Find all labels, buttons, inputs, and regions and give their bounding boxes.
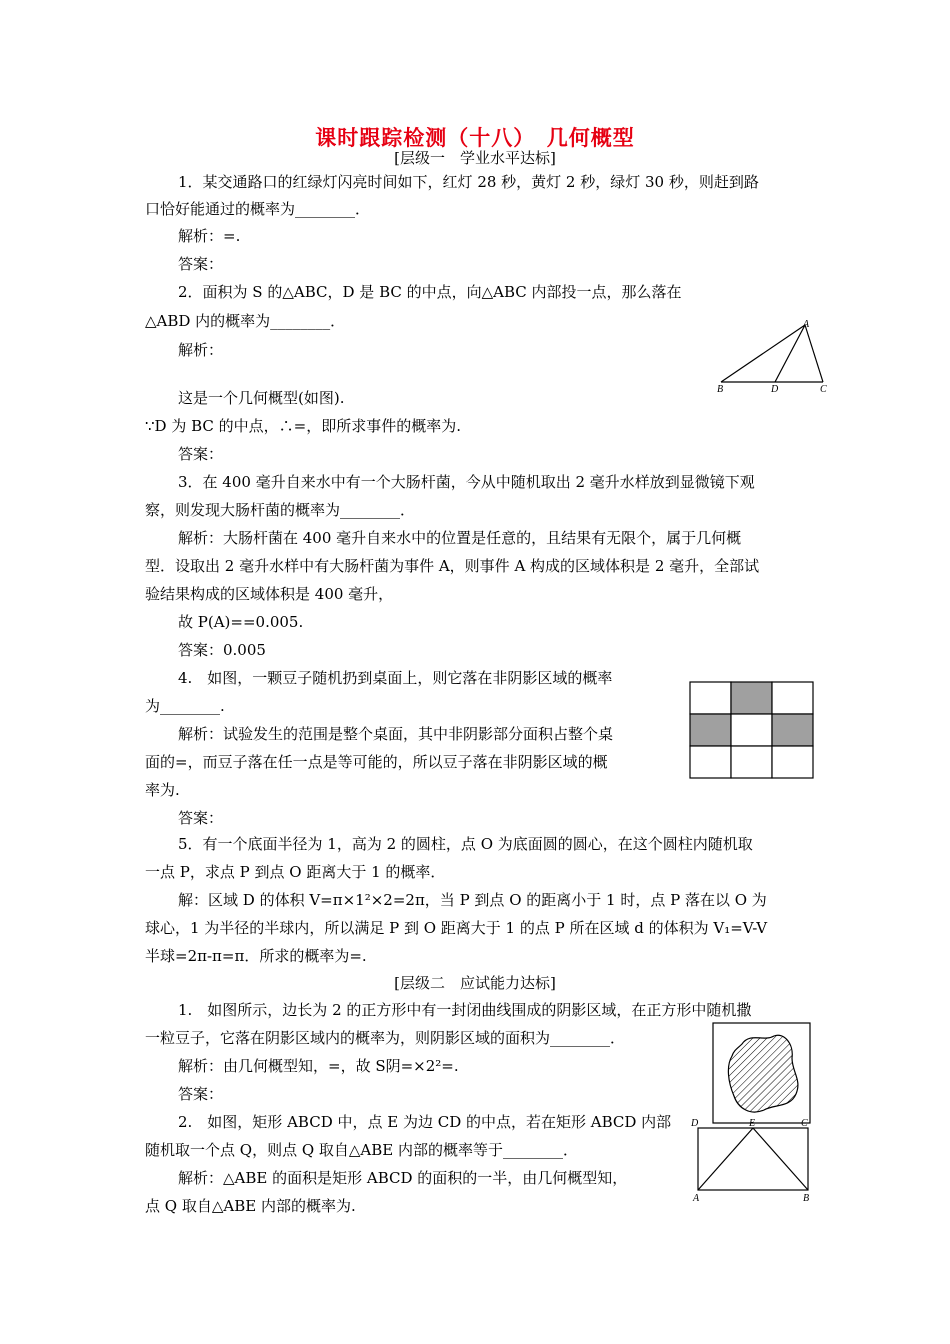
q2-line2: △ABD 内的概率为________． (145, 312, 346, 330)
b1-analysis: 解析：由几何概型知，=，故 S阴=×2²=. (178, 1057, 459, 1075)
label-c: C (801, 1118, 808, 1129)
label-d: D (691, 1118, 699, 1129)
level1-header: [层级一 学业水平达标] (394, 149, 556, 167)
q4-analysis-line1: 解析：试验发生的范围是整个桌面，其中非阴影部分面积占整个桌 (178, 725, 614, 743)
grid-cell-shaded (690, 714, 731, 746)
q3-answer: 答案：0.005 (178, 641, 266, 659)
b2-line1: 2. 如图，矩形 ABCD 中，点 E 为边 CD 的中点，若在矩形 ABCD 内部 (178, 1113, 672, 1131)
q1-analysis: 解析：=. (178, 227, 241, 245)
q5-solution-line2: 球心，1 为半径的半球内，所以满足 P 到 O 距离大于 1 的点 P 所在区域 d 的体积为 V₁=V-V (145, 919, 768, 937)
b2-analysis-line2: 点 Q 取自△ABE 内部的概率为. (145, 1197, 356, 1215)
b1-line1: 1. 如图所示，边长为 2 的正方形中有一封闭曲线围成的阴影区域，在正方形中随机撒 (178, 1001, 752, 1019)
shaded-square-figure (712, 1022, 812, 1124)
grid-cell (731, 714, 772, 746)
grid-cell (772, 682, 813, 714)
q4-analysis-line2: 面的=，而豆子落在任一点是等可能的，所以豆子落在非阴影区域的概 (145, 753, 608, 771)
grid-cell (772, 746, 813, 778)
rectangle-figure (688, 1112, 816, 1204)
q2-answer: 答案： (178, 445, 224, 463)
grid-cell-shaded (772, 714, 813, 746)
grid-cell (690, 746, 731, 778)
level2-header: [层级二 应试能力达标] (394, 974, 556, 992)
q5-line1: 5．有一个底面半径为 1，高为 2 的圆柱，点 O 为底面圆的圆心，在这个圆柱内随机取 (178, 835, 753, 853)
q4-line2: 为________. (145, 697, 225, 715)
grid-cell (731, 746, 772, 778)
q4-analysis-line3: 率为. (145, 781, 180, 799)
q1-answer: 答案： (178, 255, 224, 273)
q2-analysis-line1: 这是一个几何概型(如图). (178, 389, 345, 407)
q3-analysis-line2: 型．设取出 2 毫升水样中有大肠杆菌为事件 A，则事件 A 构成的区域体积是 2 毫升，全部试 (145, 557, 760, 575)
b1-answer: 答案： (178, 1085, 224, 1103)
triangle-figure (712, 316, 837, 396)
b1-line2: 一粒豆子，它落在阴影区域内的概率为，则阴影区域的面积为________． (145, 1029, 626, 1047)
q5-solution-line3: 半球=2π-π=π．所求的概率为=. (145, 947, 367, 965)
q3-analysis-line1: 解析：大肠杆菌在 400 毫升自来水中的位置是任意的，且结果有无限个，属于几何概 (178, 529, 742, 547)
label-d: D (771, 384, 779, 395)
q4-line1: 4. 如图，一颗豆子随机扔到桌面上，则它落在非阴影区域的概率 (178, 669, 613, 687)
grid-cell-shaded (731, 682, 772, 714)
page-title: 课时跟踪检测（十八） 几何概型 (315, 126, 635, 150)
q1-line2: 口恰好能通过的概率为________． (145, 200, 371, 218)
q2-analysis-line2: ∵D 为 BC 的中点，∴=，即所求事件的概率为. (145, 417, 461, 435)
q2-line1: 2．面积为 S 的△ABC，D 是 BC 的中点，向△ABC 内部投一点，那么落在 (178, 283, 682, 301)
label-a: A (693, 1193, 700, 1204)
q1-line1: 1．某交通路口的红绿灯闪亮时间如下，红灯 28 秒，黄灯 2 秒，绿灯 30 秒，则赶到路 (178, 173, 759, 191)
q4-answer: 答案： (178, 809, 224, 827)
label-a: A (803, 319, 810, 330)
label-b: B (803, 1193, 810, 1204)
q2-analysis: 解析： (178, 341, 224, 359)
q5-solution-line1: 解：区域 D 的体积 V=π×1²×2=2π，当 P 到点 O 的距离小于 1 时，点 P 落在以 O 为 (178, 891, 767, 909)
label-e: E (749, 1118, 756, 1129)
q3-analysis-line4: 故 P(A)==0.005. (178, 613, 304, 631)
q3-line1: 3．在 400 毫升自来水中有一个大肠杆菌，今从中随机取出 2 毫升水样放到显微镜下观 (178, 473, 755, 491)
q3-analysis-line3: 验结果构成的区域体积是 400 毫升， (145, 585, 394, 603)
label-c: C (820, 384, 827, 395)
label-b: B (717, 384, 724, 395)
grid-figure (688, 680, 814, 780)
b2-line2: 随机取一个点 Q，则点 Q 取自△ABE 内部的概率等于________． (145, 1141, 579, 1159)
q3-line2: 察，则发现大肠杆菌的概率为________． (145, 501, 416, 519)
shaded-region (728, 1035, 798, 1112)
grid-cell (690, 682, 731, 714)
q5-line2: 一点 P，求点 P 到点 O 距离大于 1 的概率． (145, 863, 446, 881)
b2-analysis-line1: 解析：△ABE 的面积是矩形 ABCD 的面积的一半，由几何概型知， (178, 1169, 628, 1187)
